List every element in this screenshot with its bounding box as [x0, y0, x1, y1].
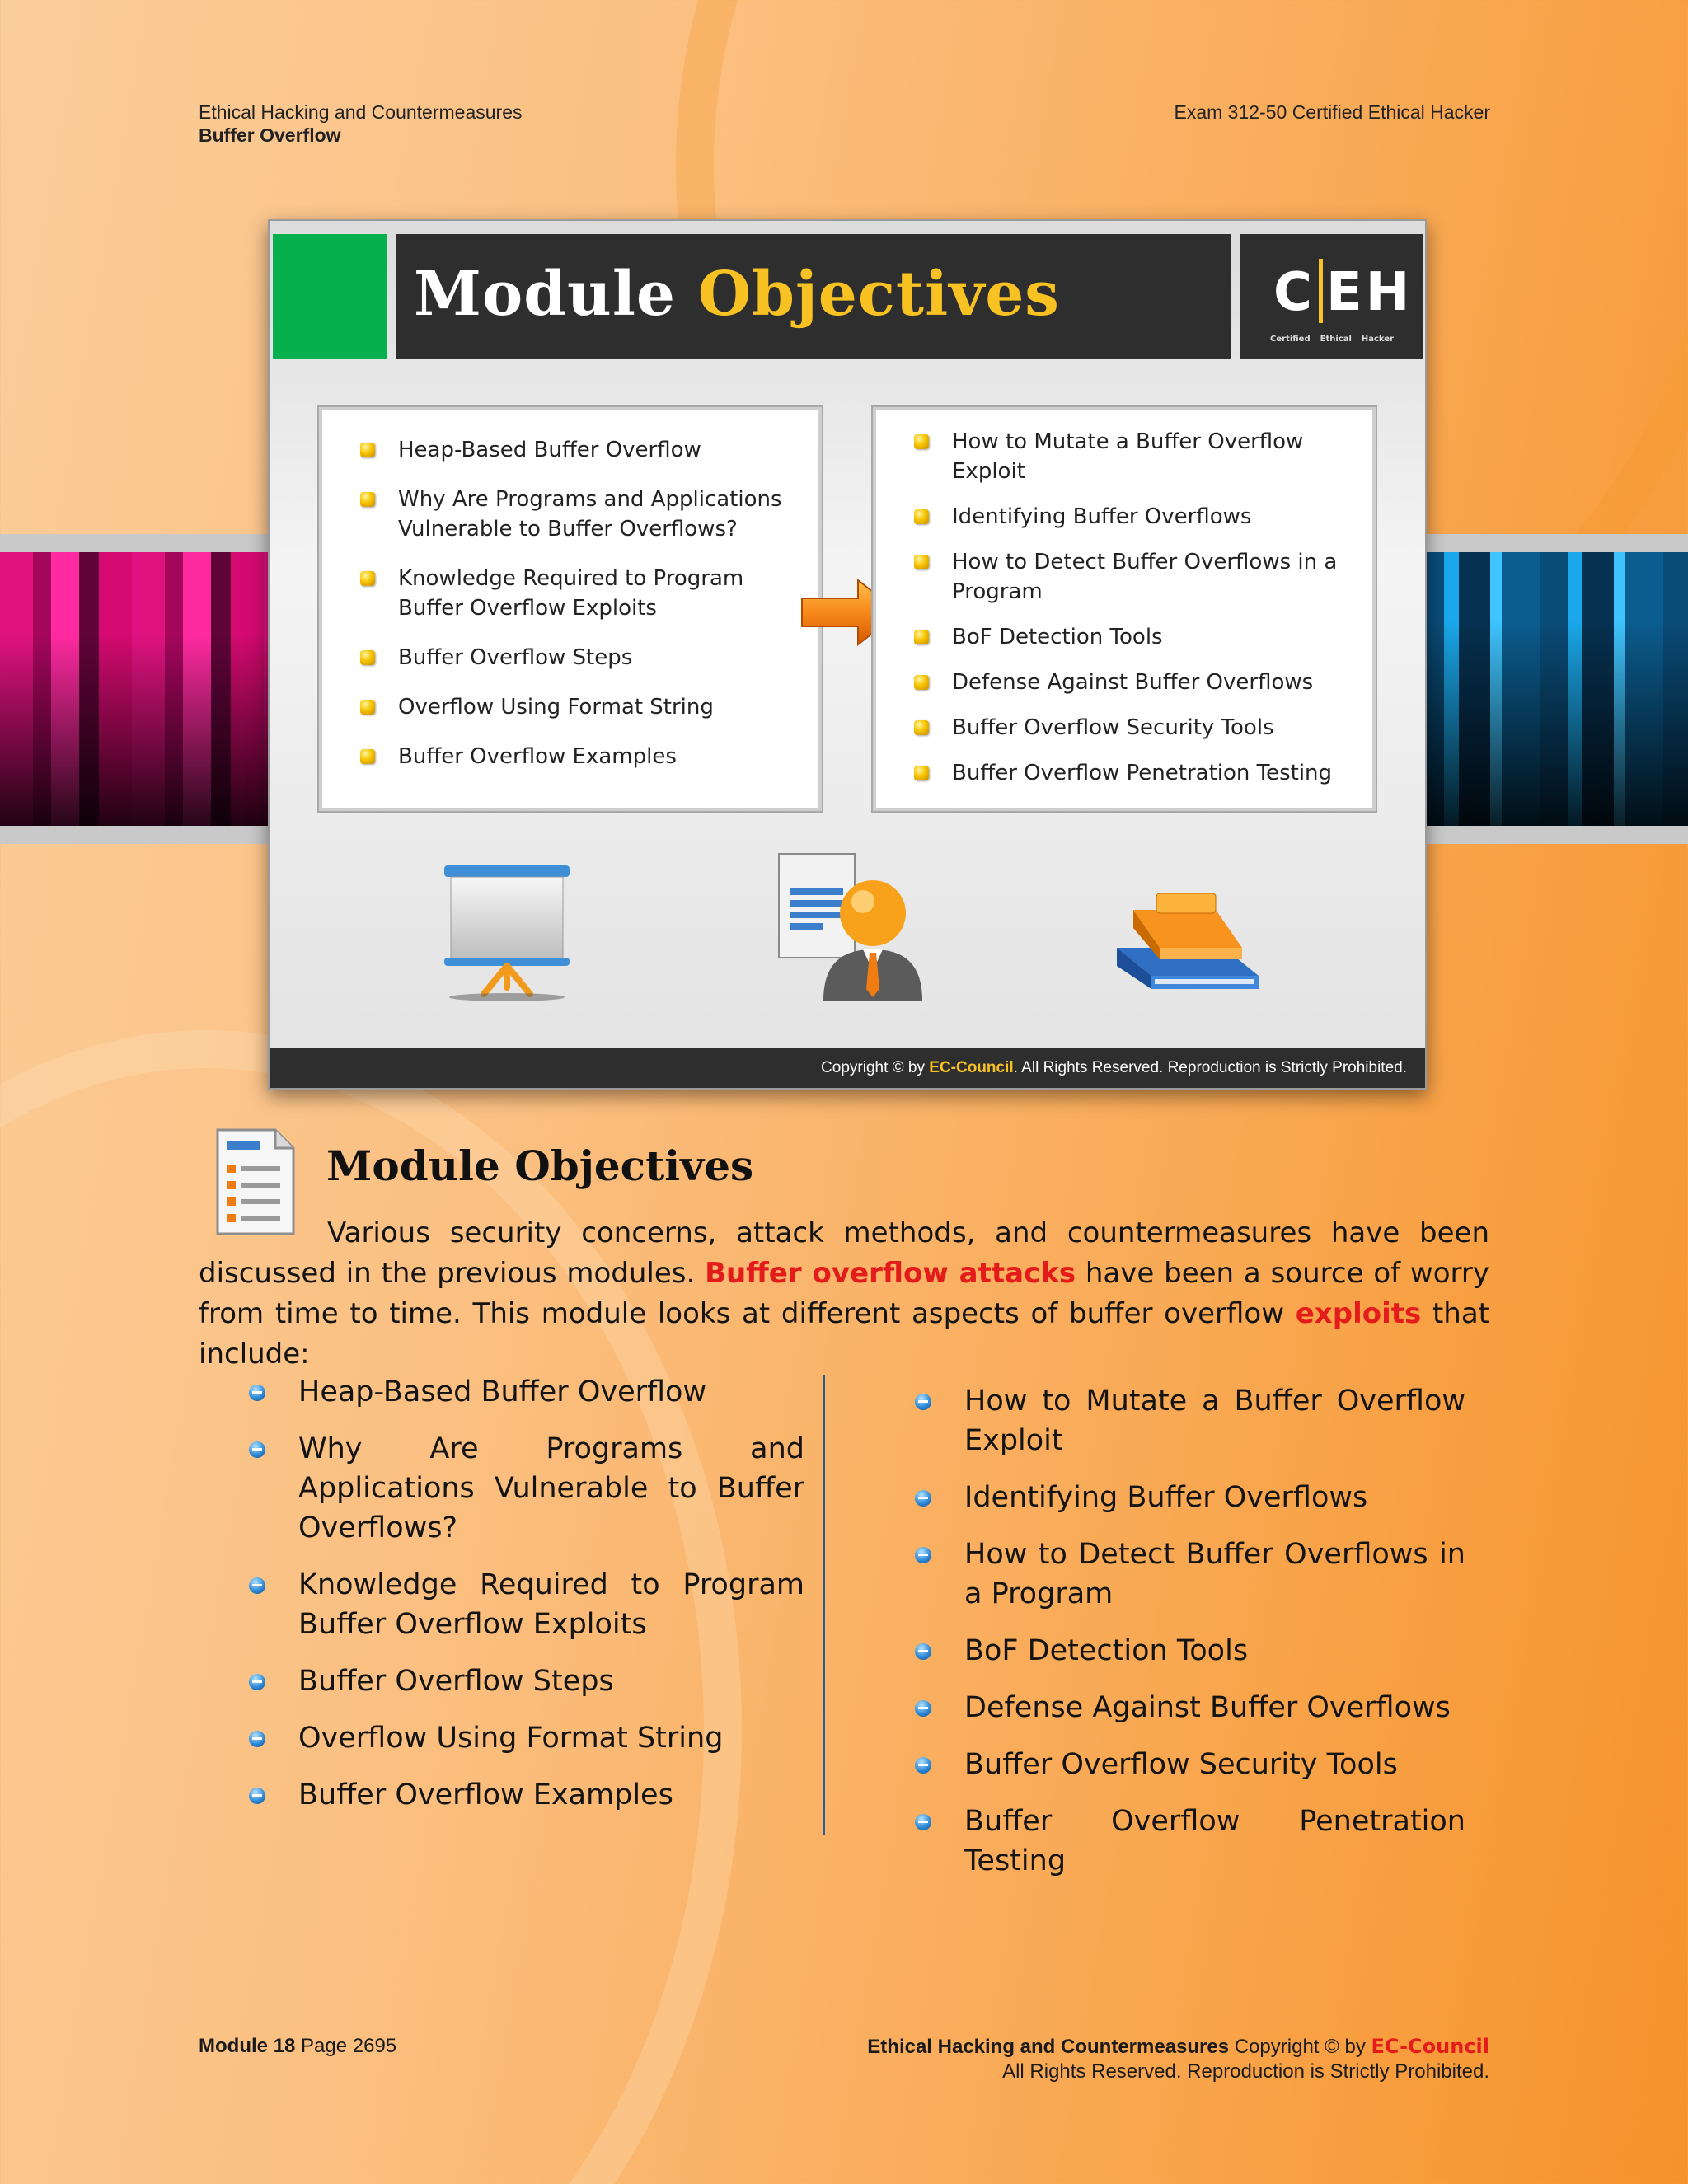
- list-item: Knowledge Required to Program Buffer Overflow Exploits: [359, 564, 802, 623]
- list-item: Buffer Overflow Security Tools: [912, 713, 1356, 743]
- list-item: Buffer Overflow Security Tools: [913, 1745, 1465, 1784]
- list-item: Buffer Overflow Penetration Testing: [913, 1802, 1465, 1881]
- page-footer-right: Ethical Hacking and Countermeasures Copyright © by EC-Council All Rights Reserved. Reproduction is Strictly Prohibited.: [867, 2035, 1489, 2083]
- slide-objectives-left: [319, 407, 822, 811]
- highlight-buffer-overflow-attacks: Buffer overflow attacks: [705, 1257, 1076, 1290]
- blue-bullet-icon: [249, 1674, 265, 1690]
- slide-title: Module Objectives: [414, 259, 1060, 330]
- page-number: Page 2695: [301, 2035, 397, 2057]
- list-item: Why Are Programs and Applications Vulnerable to Buffer Overflows?: [359, 485, 802, 544]
- list-item: Defense Against Buffer Overflows: [912, 668, 1356, 697]
- list-item: Buffer Overflow Examples: [247, 1775, 804, 1815]
- list-item: Defense Against Buffer Overflows: [913, 1688, 1465, 1727]
- slide-copyright: Copyright © by EC-Council. All Rights Reserved. Reproduction is Strictly Prohibited.: [270, 1048, 1425, 1088]
- list-item: Buffer Overflow Examples: [359, 742, 802, 771]
- ceh-logo-subtitle: Certified Ethical Hacker: [1270, 335, 1394, 344]
- yellow-bullet-icon: [914, 434, 929, 449]
- highlight-exploits: exploits: [1295, 1297, 1422, 1330]
- module-name: Buffer Overflow: [199, 124, 341, 146]
- green-accent-block: [273, 234, 387, 359]
- rights-notice: All Rights Reserved. Reproduction is Strictly Prohibited.: [1002, 2060, 1489, 2083]
- yellow-bullet-icon: [360, 492, 375, 507]
- book-icon: [1109, 869, 1265, 992]
- list-item: BoF Detection Tools: [913, 1631, 1465, 1671]
- blue-bullet-icon: [249, 1577, 265, 1594]
- objectives-list-left: [247, 1372, 804, 1832]
- blue-bullet-icon: [249, 1788, 265, 1804]
- blue-bullet-icon: [249, 1441, 265, 1458]
- blue-bullet-icon: [249, 1385, 265, 1401]
- yellow-bullet-icon: [914, 630, 929, 644]
- page-header-left: [199, 101, 522, 147]
- column-divider: [823, 1375, 825, 1835]
- list-item: BoF Detection Tools: [912, 622, 1356, 652]
- list-item: Heap-Based Buffer Overflow: [359, 435, 802, 465]
- blue-bullet-icon: [915, 1700, 931, 1717]
- decorative-stripe-blue: [1416, 534, 1688, 844]
- yellow-bullet-icon: [914, 509, 929, 524]
- slide-title-bar: [396, 234, 1231, 359]
- list-item: Buffer Overflow Steps: [247, 1661, 804, 1701]
- presentation-board-icon: [433, 855, 581, 1004]
- ec-council-brand: EC-Council: [1371, 2035, 1489, 2058]
- slide-title-area: [270, 221, 1425, 361]
- user-document-icon: [766, 847, 931, 1004]
- yellow-bullet-icon: [914, 720, 929, 735]
- page-footer-left: [199, 2034, 396, 2059]
- yellow-bullet-icon: [360, 650, 375, 665]
- blue-bullet-icon: [915, 1814, 931, 1830]
- blue-bullet-icon: [915, 1490, 931, 1507]
- section-title: Module Objectives: [326, 1141, 754, 1190]
- list-item: Overflow Using Format String: [359, 692, 802, 722]
- list-item: Why Are Programs and Applications Vulnerable to Buffer Overflows?: [247, 1429, 804, 1548]
- list-item: Identifying Buffer Overflows: [913, 1478, 1465, 1517]
- list-item: Identifying Buffer Overflows: [912, 502, 1356, 532]
- blue-bullet-icon: [249, 1731, 265, 1747]
- slide-image: [268, 219, 1427, 1090]
- blue-bullet-icon: [915, 1547, 931, 1563]
- list-item: Overflow Using Format String: [247, 1718, 804, 1758]
- yellow-bullet-icon: [914, 555, 929, 569]
- list-item: How to Detect Buffer Overflows in a Program: [912, 547, 1356, 607]
- list-item: Knowledge Required to Program Buffer Overflow Exploits: [247, 1565, 804, 1644]
- list-item: How to Mutate a Buffer Overflow Exploit: [913, 1381, 1465, 1460]
- intro-paragraph: Various security concerns, attack methods, and countermeasures have been discussed in the previous modules. Buffer overflow attacks have been a source of worry from time to time. This module looks at different aspects of buffer overflow exploits that include:: [199, 1216, 1490, 1371]
- slide-objectives-right: [873, 407, 1376, 811]
- list-item: How to Detect Buffer Overflows in a Program: [913, 1535, 1465, 1614]
- exam-title: Exam 312-50 Certified Ethical Hacker: [1174, 101, 1490, 123]
- yellow-bullet-icon: [914, 675, 929, 690]
- module-number: Module 18: [199, 2035, 296, 2057]
- list-item: Buffer Overflow Penetration Testing: [912, 758, 1356, 788]
- decorative-stripe-magenta: [0, 534, 272, 844]
- list-item: Buffer Overflow Steps: [359, 643, 802, 673]
- list-item: Heap-Based Buffer Overflow: [247, 1372, 804, 1412]
- blue-bullet-icon: [915, 1643, 931, 1660]
- course-title: Ethical Hacking and Countermeasures: [199, 101, 523, 123]
- yellow-bullet-icon: [360, 443, 375, 457]
- yellow-bullet-icon: [914, 766, 929, 780]
- objectives-list-right: [913, 1381, 1465, 1898]
- blue-bullet-icon: [915, 1757, 931, 1774]
- yellow-bullet-icon: [360, 749, 375, 764]
- ceh-logo: [1240, 234, 1423, 359]
- ceh-logo-mark: C EH: [1273, 259, 1413, 323]
- list-item: How to Mutate a Buffer Overflow Exploit: [912, 427, 1356, 486]
- yellow-bullet-icon: [360, 700, 375, 715]
- blue-bullet-icon: [915, 1394, 931, 1410]
- yellow-bullet-icon: [360, 571, 375, 586]
